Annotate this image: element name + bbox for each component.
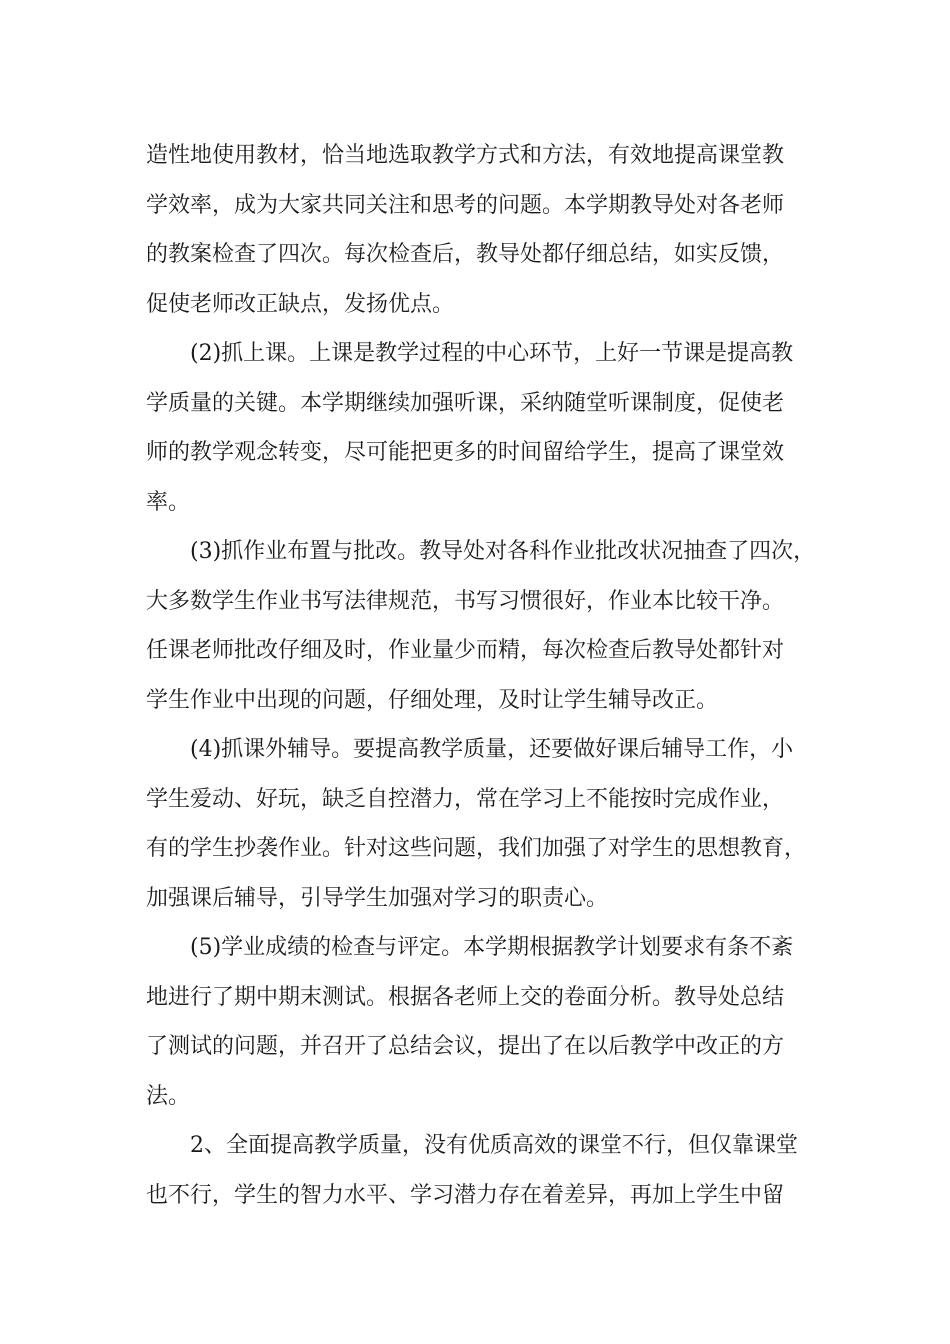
- paragraph: [146, 527, 816, 725]
- text-line: 任课老师批改仔细及时，作业量少而精，每次检查后教导处都针对: [146, 638, 785, 663]
- text-line: 学质量的关键。本学期继续加强听课，采纳随堂听课制度，促使老: [146, 390, 785, 416]
- text-line: 大多数学生作业书写法律规范，书写习惯很好，作业本比较干净。: [146, 588, 785, 614]
- text-line: 学效率，成为大家共同关注和思考的问题。本学期教导处对各老师: [146, 192, 785, 218]
- text-line: 法。: [146, 1083, 191, 1109]
- paragraph: [146, 131, 810, 329]
- paragraph: [146, 329, 810, 527]
- text-line: 有的学生抄袭作业。针对这些问题，我们加强了对学生的思想教育，: [146, 836, 807, 861]
- text-line: 也不行，学生的智力水平、学习潜力存在着差异，再加上学生中留: [146, 1182, 785, 1208]
- paragraph: [146, 1121, 810, 1220]
- text-line: 的教案检查了四次。每次检查后，教导处都仔细总结，如实反馈，: [146, 242, 785, 267]
- paragraph: [146, 923, 810, 1121]
- text-line: 2、全面提高教学质量，没有优质高效的课堂不行，但仅靠课堂: [146, 1133, 798, 1158]
- text-line: 率。: [146, 489, 191, 515]
- text-line: 师的教学观念转变，尽可能把更多的时间留给学生，提高了课堂效: [146, 440, 785, 465]
- text-line: 地进行了期中期末测试。根据各老师上交的卷面分析。教导处总结: [146, 984, 785, 1010]
- text-line: (4)抓课外辅导。要提高教学质量，还要做好课后辅导工作，小: [146, 737, 794, 762]
- text-line: 造性地使用教材，恰当地选取教学方式和方法，有效地提高课堂教: [146, 143, 785, 168]
- text-line: 促使老师改正缺点，发扬优点。: [146, 291, 455, 317]
- text-line: 学生爱动、好玩，缺乏自控潜力，常在学习上不能按时完成作业，: [146, 786, 785, 812]
- text-line: 了测试的问题，并召开了总结会议，提出了在以后教学中改正的方: [146, 1034, 785, 1059]
- text-line: (5)学业成绩的检查与评定。本学期根据教学计划要求有条不紊: [146, 935, 794, 960]
- text-line: (3)抓作业布置与批改。教导处对各科作业批改状况抽查了四次，: [146, 539, 816, 564]
- text-line: 加强课后辅导，引导学生加强对学习的职责心。: [146, 885, 609, 911]
- text-line: (2)抓上课。上课是教学过程的中心环节，上好一节课是提高教: [146, 341, 794, 366]
- paragraph: [146, 725, 810, 923]
- text-line: 学生作业中出现的问题，仔细处理，及时让学生辅导改正。: [146, 687, 719, 713]
- document-page: [146, 131, 816, 1220]
